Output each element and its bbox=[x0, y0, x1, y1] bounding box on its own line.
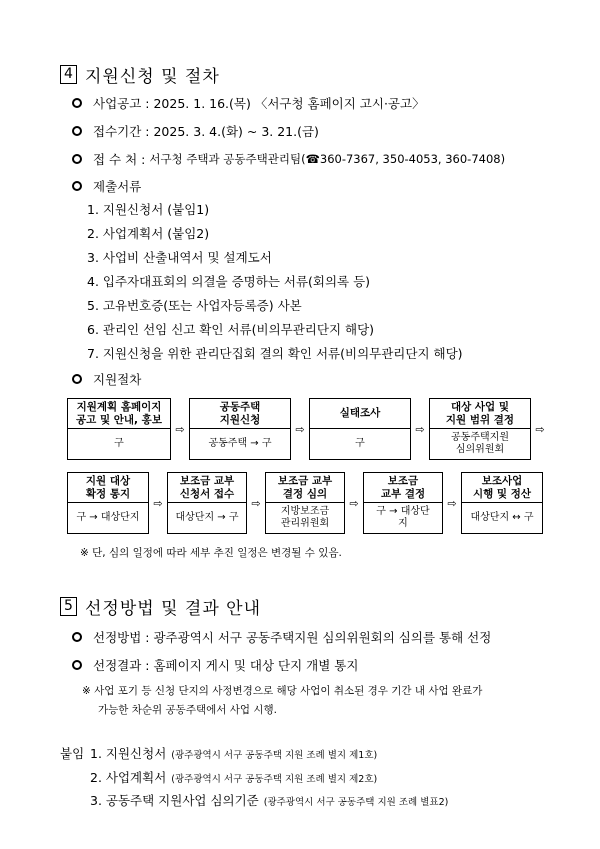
flow-step-body: 대상단지 → 구 bbox=[175, 512, 239, 523]
attachment-reference: (광주광역시 서구 공동주택 지원 조례 별표2) bbox=[263, 797, 449, 808]
selection-result-item bbox=[72, 656, 358, 674]
item-label: 사업공고 : bbox=[93, 96, 150, 111]
flow-step bbox=[167, 472, 247, 534]
attachment-label: 붙임 bbox=[60, 746, 85, 761]
arrow-right-icon: ⇨ bbox=[535, 422, 545, 436]
document-item: 4. 입주자대표회의 의결을 증명하는 서류(회의록 등) bbox=[87, 274, 371, 289]
attachment-title: 3. 공동주택 지원사업 심의기준 bbox=[90, 793, 259, 808]
flow-step-body: 구 bbox=[355, 438, 365, 449]
flow-step-title: 보조사업 시행 및 정산 bbox=[462, 473, 542, 503]
arrow-right-icon: ⇨ bbox=[295, 422, 305, 436]
reception-office-item bbox=[72, 150, 505, 168]
flow-step bbox=[67, 398, 171, 460]
flow-step bbox=[461, 472, 543, 534]
flow-step-title: 대상 사업 및 지원 범위 결정 bbox=[430, 399, 530, 429]
procedure-heading bbox=[72, 370, 141, 388]
attachment-reference: (광주광역시 서구 공동주택 지원 조례 별지 제2호) bbox=[171, 774, 378, 785]
flow-step-body: 구 bbox=[114, 438, 124, 449]
section-4-heading bbox=[60, 62, 220, 87]
flow-step-title: 지원계획 홈페이지 공고 및 안내, 홍보 bbox=[68, 399, 170, 429]
circle-bullet-icon bbox=[72, 126, 82, 136]
arrow-right-icon: ⇨ bbox=[251, 496, 261, 510]
document-item: 1. 지원신청서 (붙임1) bbox=[87, 202, 210, 217]
attachment-item bbox=[90, 791, 448, 809]
flow-step-body: 구 → 대상단지 bbox=[76, 512, 140, 523]
section-title: 지원신청 및 절차 bbox=[85, 67, 220, 87]
flow-step bbox=[429, 398, 531, 460]
flow-step-body: 구 → 대상단 지 bbox=[376, 506, 430, 529]
item-value: 홈페이지 게시 및 대상 단지 개별 통지 bbox=[153, 658, 359, 673]
section-number-box: 5 bbox=[60, 597, 77, 616]
schedule-note: ※ 단, 심의 일정에 따라 세부 추진 일정은 변경될 수 있음. bbox=[80, 547, 342, 559]
item-value: 광주광역시 서구 공동주택지원 심의위원회의 심의를 통해 선정 bbox=[153, 630, 492, 645]
flow-step bbox=[67, 472, 149, 534]
attachment-item bbox=[90, 744, 377, 762]
document-item: 3. 사업비 산출내역서 및 설계도서 bbox=[87, 250, 272, 265]
flow-step bbox=[363, 472, 443, 534]
flow-step-title: 실태조사 bbox=[310, 399, 410, 429]
flow-step bbox=[189, 398, 291, 460]
flow-step bbox=[265, 472, 345, 534]
item-value: 2025. 3. 4.(화) ~ 3. 21.(금) bbox=[153, 124, 319, 139]
flow-step-title: 지원 대상 확정 통지 bbox=[68, 473, 148, 503]
flow-step-body: 대상단지 ↔ 구 bbox=[470, 512, 534, 523]
documents-heading bbox=[72, 177, 141, 195]
document-item: 6. 관리인 선임 신고 확인 서류(비의무관리단지 해당) bbox=[87, 322, 375, 337]
attachment-reference: (광주광역시 서구 공동주택 지원 조례 별지 제1호) bbox=[171, 750, 378, 761]
section-number-box: 4 bbox=[60, 65, 77, 84]
section-title: 선정방법 및 결과 안내 bbox=[85, 599, 262, 619]
flow-step-title: 보조금 교부 결정 bbox=[364, 473, 442, 503]
flow-step-title: 보조금 교부 결정 심의 bbox=[266, 473, 344, 503]
document-item: 7. 지원신청을 위한 관리단집회 결의 확인 서류(비의무관리단지 해당) bbox=[87, 346, 463, 361]
circle-bullet-icon bbox=[72, 181, 82, 191]
flow-step-body: 공동주택 → 구 bbox=[208, 438, 272, 449]
item-value: 서구청 주택과 공동주택관리팀(☎360-7367, 350-4053, 360-7408) bbox=[149, 152, 506, 166]
attachment-title: 2. 사업계획서 bbox=[90, 770, 167, 785]
reception-period-item bbox=[72, 122, 319, 140]
arrow-right-icon: ⇨ bbox=[349, 496, 359, 510]
procedure-heading-text: 지원절차 bbox=[93, 372, 142, 387]
circle-bullet-icon bbox=[72, 154, 82, 164]
attachment-title: 1. 지원신청서 bbox=[90, 746, 167, 761]
documents-heading-text: 제출서류 bbox=[93, 179, 142, 194]
document-item: 5. 고유번호증(또는 사업자등록증) 사본 bbox=[87, 298, 302, 313]
announcement-item bbox=[72, 94, 425, 112]
cancellation-note-line-1: ※ 사업 포기 등 신청 단지의 사정변경으로 해당 사업이 취소된 경우 기간 내 사업 완료가 bbox=[82, 685, 483, 697]
flow-step-body: 공동주택지원 심의위원회 bbox=[451, 432, 509, 455]
item-value: 2025. 1. 16.(목) 〈서구청 홈페이지 고시·공고〉 bbox=[153, 96, 425, 111]
item-label: 접수기간 : bbox=[93, 124, 150, 139]
flow-step-title: 공동주택 지원신청 bbox=[190, 399, 290, 429]
arrow-right-icon: ⇨ bbox=[415, 422, 425, 436]
circle-bullet-icon bbox=[72, 660, 82, 670]
circle-bullet-icon bbox=[72, 632, 82, 642]
item-label: 선정결과 : bbox=[93, 658, 150, 673]
document-item: 2. 사업계획서 (붙임2) bbox=[87, 226, 210, 241]
cancellation-note-line-2: 가능한 차순위 공동주택에서 사업 시행. bbox=[98, 704, 277, 716]
procedure-flow-row-1 bbox=[67, 398, 549, 460]
flow-step bbox=[309, 398, 411, 460]
circle-bullet-icon bbox=[72, 374, 82, 384]
arrow-right-icon: ⇨ bbox=[153, 496, 163, 510]
circle-bullet-icon bbox=[72, 98, 82, 108]
section-5-heading bbox=[60, 594, 261, 619]
item-label: 선정방법 : bbox=[93, 630, 150, 645]
selection-method-item bbox=[72, 628, 491, 646]
flow-step-title: 보조금 교부 신청서 접수 bbox=[168, 473, 246, 503]
arrow-right-icon: ⇨ bbox=[447, 496, 457, 510]
flow-step-body: 지방보조금 관리위원회 bbox=[280, 506, 330, 529]
item-label: 접 수 처 : bbox=[93, 152, 146, 167]
procedure-flow-row-2 bbox=[67, 472, 543, 534]
attachment-item bbox=[90, 768, 377, 786]
arrow-right-icon: ⇨ bbox=[175, 422, 185, 436]
